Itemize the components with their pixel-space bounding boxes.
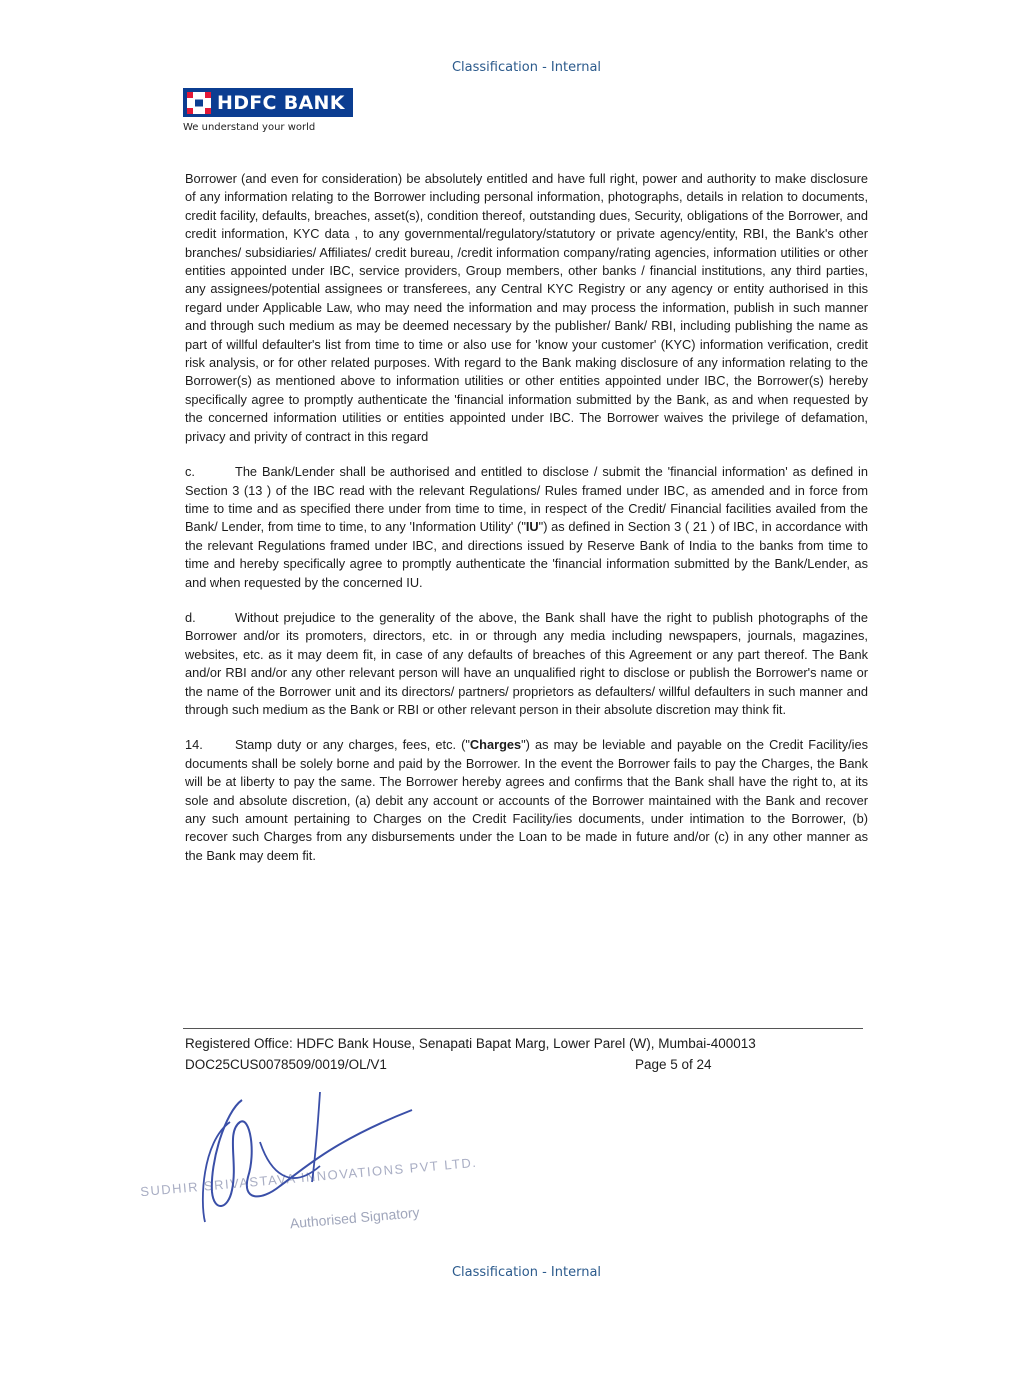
clause-14-number: 14. [185,737,203,753]
clause-d-number: d. [185,609,196,625]
clause-c [185,463,868,592]
classification-label-top: Classification - Internal [451,60,602,75]
clause-d-text: Without prejudice to the generality of the above, the Bank shall have the right to publish photographs of the Borrower and/or its promoters, directors, etc. in or through any media including newspapers, journals, magazines, websites, etc. as it may deem fit, in case of any defaults of breaches of this Agreement or any part thereof. The Bank and/or RBI and/or any other relevant person will have an unqualified right to disclose or publish the Borrower's name or the name of the Borrower unit and its directors/ partners/ proprietors as defaulters/ willful defaulters in such manner and through such medium as the Bank or RBI or other relevant person in their absolute discretion may think fit. [185,609,868,717]
bank-logo [183,88,353,133]
clause-c-text-b: ") as defined in Section 3 ( 21 ) of IBC, in accordance with the relevant Regulations framed under IBC, and directions issued by Reserve Bank of India to the banks from time to time and hereby specifically agree to promptly authenticate the 'financial information submitted by the Bank/Lender, as and when requested by the concerned IU. [185,519,868,590]
registered-office: Registered Office: HDFC Bank House, Senapati Bapat Marg, Lower Parel (W), Mumbai-400013 [185,1036,756,1051]
logo-name: HDFC BANK [217,91,345,114]
clause-c-bold-term: IU [525,519,539,535]
paragraph-continuation: Borrower (and even for consideration) be absolutely entitled and have full right, power and authority to make disclosure of any information relating to the Borrower including personal information, photographs, details in relation to documents, credit facility, defaults, breaches, asset(s), condition thereof, outstanding dues, Security, obligations of the Borrower, and credit information, KYC data , to any governmental/regulatory/statutory or private agency/entity, RBI, the Bank's other branches/ subsidiaries/ Affiliates/ credit bureau, /credit information company/rating agencies, information utilities or other entities appointed under IBC, service providers, Group members, other banks / financial institutions, any third parties, any assignees/potential assignees or transferees, any Central KYC Registry or any agency or entity authorised in this regard under Applicable Law, who may need the information and may process the information, publish in such manner and through such medium as may be deemed necessary by the publisher/ Bank/ RBI, including publishing the name as part of willful defaulter's list from time to time or also use for 'know your customer' (KYC) information verification, credit risk analysis, or for other related purposes. With regard to the Bank making disclosure of any information relating to the Borrower(s) as mentioned above to information utilities or other entities appointed under IBC, the Borrower(s) hereby specifically agree to promptly authenticate the 'financial information submitted by the Bank, as and when requested by the concerned information utilities or entities appointed under IBC. The Borrower waives the privilege of defamation, privacy and privity of contract in this regard [185,171,868,444]
clause-c-text-a: The Bank/Lender shall be authorised and entitled to disclose / submit the 'financial information' as defined in Section 3 (13 ) of the IBC read with the relevant Regulations/ Rules framed under IBC, as amended and in force from time to time and as specified there under from time to time, in respect of the Credit/ Financial facilities availed from the Bank/ Lender, from time to time, to any 'Information Utility' (" [185,464,868,535]
logo-mark [183,88,353,117]
clause-14 [185,736,868,865]
stamp-caption: Authorised Signatory [289,1204,421,1232]
signature-stamp [130,1082,478,1232]
clause-d [185,609,868,719]
clause-14-text-a: Stamp duty or any charges, fees, etc. (" [235,737,470,753]
classification-label-bottom: Classification - Internal [451,1265,602,1280]
clause-c-number: c. [185,464,195,480]
hdfc-logo-icon [187,92,211,114]
document-body [185,170,868,882]
page-number: Page 5 of 24 [635,1057,712,1072]
logo-tagline: We understand your world [183,122,316,133]
clause-14-bold-term: Charges [469,737,522,753]
footer-divider [183,1028,863,1029]
document-id: DOC25CUS0078509/0019/OL/V1 [185,1057,387,1072]
doc-line [185,1057,725,1072]
stamp-company-name: SUDHIR SRIVASTAVA INNOVATIONS PVT LTD. [139,1154,478,1200]
clause-14-text-b: ") as may be leviable and payable on the Credit Facility/ies documents shall be solely borne and paid by the Borrower. In the event the Borrower fails to pay the Charges, the Bank will be at liberty to pay the same. The Borrower hereby agrees and confirms that the Bank shall have the right to, at its sole and absolute discretion, (a) debit any account or accounts of the Borrower maintained with the Bank and recover any such amount pertaining to Charges on the Credit Facility/ies documents, under intimation to the Borrower, (b) recover such Charges from any disbursements under the Loan to be made in future and/or (c) in any other manner as the Bank may deem fit. [185,737,869,863]
signature-stroke-extra [203,1092,320,1222]
